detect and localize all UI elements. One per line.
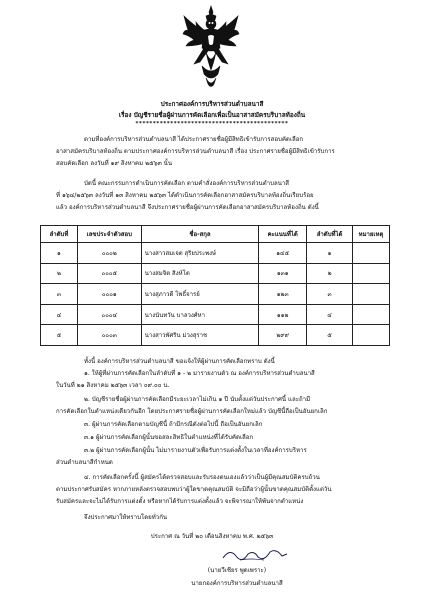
condition-4-line-3: รับสมัครและจะไม่ได้รับการแต่งตั้ง หรือหากได้รับการแต่งตั้งแล้ว จะพิจารณาให้พ้นจากตำแหน่ง [56, 498, 304, 505]
header-exam-id: เลขประจำตัวสอบ [77, 226, 141, 243]
announcement-date: ประกาศ ณ วันที่ ๒๐ เดือนสิงหาคม พ.ศ. ๒๕๖๓ [150, 533, 274, 540]
condition-3: ๓. ผู้ผ่านการคัดเลือกตามบัญชีนี้ ถ้ามีกรณีดังต่อไปนี้ ถือเป็นอันยกเลิก [84, 421, 263, 428]
cell-full-name: นางสาวพัศริน ม่วงสุราช [141, 325, 259, 346]
cell-remarks [353, 304, 390, 325]
cell-score: ๑๒๓ [259, 284, 307, 305]
committee-line-3: แล้ว องค์การบริหารส่วนตำบลนาสี จึงประกาศรายชื่อผู้ผ่านการคัดเลือกอาสาสมัครบริบาลท้องถิ่น ดังนี้ [56, 204, 319, 211]
conditions-intro: ทั้งนี้ องค์การบริหารส่วนตำบลนาสี ขอแจ้งให้ผู้ผ่านการคัดเลือกทราบ ดังนี้ [84, 358, 275, 365]
closing-statement: จึงประกาศมาให้ทราบโดยทั่วกัน [84, 514, 168, 521]
cell-remarks [353, 284, 390, 305]
cell-remarks [353, 263, 390, 284]
condition-2-line-2: การคัดเลือกในตำแหน่งเดียวกันอีก โดยประกาศรายชื่อผู้ผ่านการคัดเลือกใหม่แล้ว บัญชีนี้ถือเป็นอันยกเลิก [56, 408, 328, 415]
cell-exam-id: ๐๐๐๒ [77, 243, 141, 264]
signer-name: (นายวีเชียร พูดเพราะ) [207, 567, 267, 574]
table-row [41, 243, 390, 264]
cell-rank: ๒ [41, 263, 78, 284]
condition-3-1: ๓.๑ ผู้ผ่านการคัดเลือกผู้นั้นขอสละสิทธิในตำแหน่งที่ได้รับคัดเลือก [84, 434, 254, 441]
header-rank: ลำดับที่ [41, 226, 78, 243]
condition-2-line-1: ๒. บัญชีรายชื่อผู้ผ่านการคัดเลือกมีระยะเวลาไม่เกิน ๑ ปี นับตั้งแต่วันประกาศนี้ และถ้ามี [84, 396, 311, 403]
table-row [41, 325, 390, 346]
cell-placement: ๓ [307, 284, 353, 305]
garuda-emblem-icon [182, 4, 240, 90]
cell-exam-id: ๐๐๐๔ [77, 304, 141, 325]
table-row [41, 304, 390, 325]
table-row [41, 263, 390, 284]
cell-rank: ๕ [41, 325, 78, 346]
cell-rank: ๔ [41, 304, 78, 325]
cell-exam-id: ๐๐๐๓ [77, 325, 141, 346]
cell-remarks [353, 325, 390, 346]
intro-line-1: ตามที่องค์การบริหารส่วนตำบลนาสี ได้ประกาศรายชื่อผู้มีสิทธิเข้ารับการสอบคัดเลือก [84, 136, 304, 143]
committee-line-1: บัดนี้ คณะกรรมการดำเนินการคัดเลือก ตามคำสั่งองค์การบริหารส่วนตำบลนาสี [84, 180, 290, 187]
cell-rank: ๓ [41, 284, 78, 305]
condition-3-2-line-1: ๓.๒ ผู้ผ่านการคัดเลือกผู้นั้น ไม่มารายงานตัวเพื่อรับการแต่งตั้งในเวลาที่องค์การบริหาร [84, 447, 307, 454]
cell-placement: ๒ [307, 263, 353, 284]
intro-line-3: สอบคัดเลือก ลงวันที่ ๑๙ สิงหาคม ๒๕๖๓ นั้น [56, 160, 172, 167]
cell-placement: ๑ [307, 243, 353, 264]
cell-placement: ๕ [307, 325, 353, 346]
cell-remarks [353, 243, 390, 264]
cell-full-name: นางสุภาวดี โพธิ์จารย์ [141, 284, 259, 305]
cell-exam-id: ๐๐๐๑ [77, 284, 141, 305]
cell-score: ๑๑๒ [259, 304, 307, 325]
cell-score: ๑๓๑ [259, 263, 307, 284]
condition-1-line-1: ๑. ให้ผู้ที่ผ่านการคัดเลือกในลำดับที่ ๑ - ๒ มารายงานตัว ณ องค์การบริหารส่วนตำบลนาสี [84, 370, 315, 377]
table-row [41, 284, 390, 305]
header-divider: ******************************************** [135, 121, 289, 127]
signature-icon [220, 544, 290, 564]
announcement-subject: เรื่อง บัญชีรายชื่อผู้ผ่านการคัดเลือกเพื่อเป็นอาสาสมัครบริบาลท้องถิ่น [118, 111, 306, 119]
cell-full-name: นางนันทวัน บาลวงศ์หา [141, 304, 259, 325]
condition-1-line-2: ในวันที่ ๒๑ สิงหาคม ๒๕๖๓ เวลา ๐๙.๐๐ น. [56, 382, 170, 389]
announcement-organization: ประกาศองค์การบริหารส่วนตำบลนาสี [160, 100, 264, 108]
header-placement: ลำดับที่ได้ [307, 226, 353, 243]
cell-full-name: นางสาวสมเจต สุริยประพงษ์ [141, 243, 259, 264]
cell-score: ๒๙๙ [259, 325, 307, 346]
cell-exam-id: ๐๐๐๕ [77, 263, 141, 284]
results-table [40, 225, 390, 346]
header-full-name: ชื่อ-สกุล [141, 226, 259, 243]
cell-score: ๑๔๕ [259, 243, 307, 264]
condition-3-2-line-2: ส่วนตำบลนาสีกำหนด [56, 459, 113, 466]
intro-line-2: อาสาสมัครบริบาลท้องถิ่น ตามประกาศองค์การบริหารส่วนตำบลนาสี เรื่อง ประกาศรายชื่อผู้มีสิทธิเข้ารับการ [56, 148, 335, 155]
cell-rank: ๑ [41, 243, 78, 264]
table-header-row [41, 226, 390, 243]
condition-4-line-2: ตามประกาศรับสมัคร หากภายหลังตรวจสอบพบว่าผู้ใดขาดคุณสมบัติ จะมิถือว่าผู้นั้นขาดคุณสมบัติตั้งแต่วัน [56, 486, 332, 493]
condition-4-line-1: ๔. การคัดเลือกครั้งนี้ ผู้สมัครได้ตรวจสอบและรับรองตนเองแล้วว่าเป็นผู้มีคุณสมบัติครบถ้วน [84, 474, 320, 481]
committee-line-2: ที่ ๑๖๔/๒๕๖๓ ลงวันที่ ๑๓ สิงหาคม ๒๕๖๓ ได้ดำเนินการคัดเลือกอาสาสมัครบริบาลท้องถิ่นเรียบร้อย [56, 192, 314, 199]
signer-position: นายกองค์การบริหารส่วนตำบลนาสี [191, 580, 283, 587]
cell-placement: ๔ [307, 304, 353, 325]
cell-full-name: นางสมจิต สิงห์โต [141, 263, 259, 284]
header-remarks: หมายเหตุ [353, 226, 390, 243]
header-score: คะแนนที่ได้ [259, 226, 307, 243]
